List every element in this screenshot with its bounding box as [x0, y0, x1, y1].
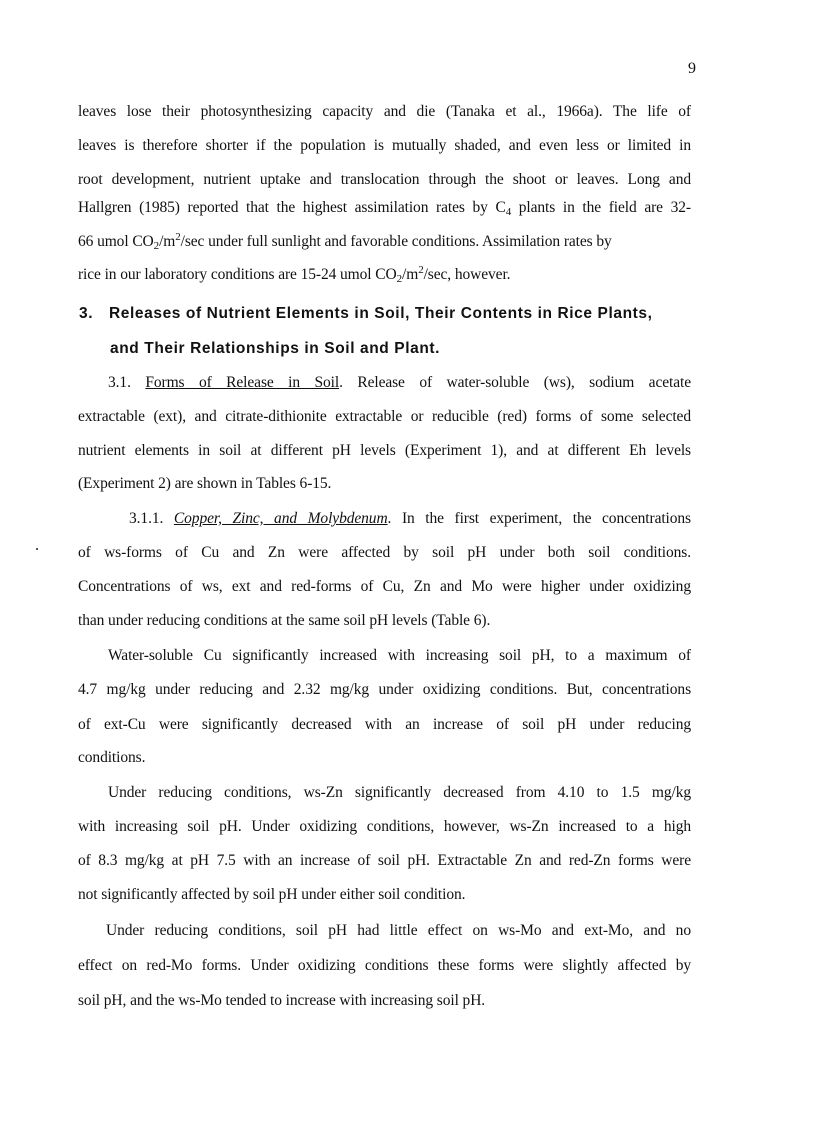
text-line: soil pH, and the ws-Mo tended to increase with increasing soil pH. — [78, 992, 486, 1009]
text-line: not significantly affected by soil pH under either soil condition. — [78, 886, 466, 903]
text-line: leaves is therefore shorter if the population is mutually shaded, and even less or limited in — [78, 137, 691, 154]
scan-speck — [36, 548, 38, 550]
text-line: Water-soluble Cu significantly increased with increasing soil pH, to a maximum of — [108, 647, 691, 664]
text-line: 4.7 mg/kg under reducing and 2.32 mg/kg under oxidizing conditions. But, concentrations — [78, 681, 691, 698]
text-line: Under reducing conditions, ws-Zn significantly decreased from 4.10 to 1.5 mg/kg — [108, 784, 691, 801]
text-line: than under reducing conditions at the same soil pH levels (Table 6). — [78, 612, 491, 629]
text-line: leaves lose their photosynthesizing capacity and die (Tanaka et al., 1966a). The life of — [78, 103, 691, 120]
text-line: root development, nutrient uptake and translocation through the shoot or leaves. Long and — [78, 171, 691, 188]
subsection-title: Copper, Zinc, and Molybdenum — [173, 510, 388, 527]
subsection-heading-line: 3.1. Forms of Release in Soil. Release of water-soluble (ws), sodium acetate — [108, 374, 691, 391]
text-line: nutrient elements in soil at different pH levels (Experiment 1), and at different Eh levels — [78, 442, 691, 459]
subsection-heading-line: 3.1.1. Copper, Zinc, and Molybdenum. In the first experiment, the concentrations — [129, 510, 691, 527]
text-line: of ext-Cu were significantly decreased with an increase of soil pH under reducing — [78, 716, 691, 733]
text-line: conditions. — [78, 749, 146, 766]
text-line: of 8.3 mg/kg at pH 7.5 with an increase of soil pH. Extractable Zn and red-Zn forms were — [78, 852, 691, 869]
text-line: of ws-forms of Cu and Zn were affected by soil pH under both soil conditions. — [78, 544, 691, 561]
subsection-title: Forms of Release in Soil — [145, 374, 340, 391]
text-line: effect on red-Mo forms. Under oxidizing conditions these forms were slightly affected by — [78, 957, 691, 974]
text-line: with increasing soil pH. Under oxidizing conditions, however, ws-Zn increased to a high — [78, 818, 691, 835]
text-line: 66 umol $CO_2/m^2/\sec$ under full sunlight and favorable conditions. Assimilation rates by — [78, 231, 612, 252]
text-line: Concentrations of ws, ext and red-forms of Cu, Zn and Mo were higher under oxidizing — [78, 578, 691, 595]
page-number: 9 — [688, 60, 696, 77]
section-heading: and Their Relationships in Soil and Plant. — [110, 340, 441, 357]
section-heading: Releases of Nutrient Elements in Soil, Their Contents in Rice Plants, — [109, 305, 653, 322]
text-line: Under reducing conditions, soil pH had little effect on ws-Mo and ext-Mo, and no — [106, 922, 691, 939]
text-line: rice in our laboratory conditions are 15-24 umol $CO_2/m^2/\sec$, however. — [78, 264, 511, 285]
text-line: Hallgren (1985) reported that the highest assimilation rates by $C_4$ plants in the field are 32- — [78, 199, 691, 218]
text-line: extractable (ext), and citrate-dithionite extractable or reducible (red) forms of some selected — [78, 408, 691, 425]
section-number: 3. — [79, 305, 94, 322]
text-line: (Experiment 2) are shown in Tables 6-15. — [78, 475, 332, 492]
